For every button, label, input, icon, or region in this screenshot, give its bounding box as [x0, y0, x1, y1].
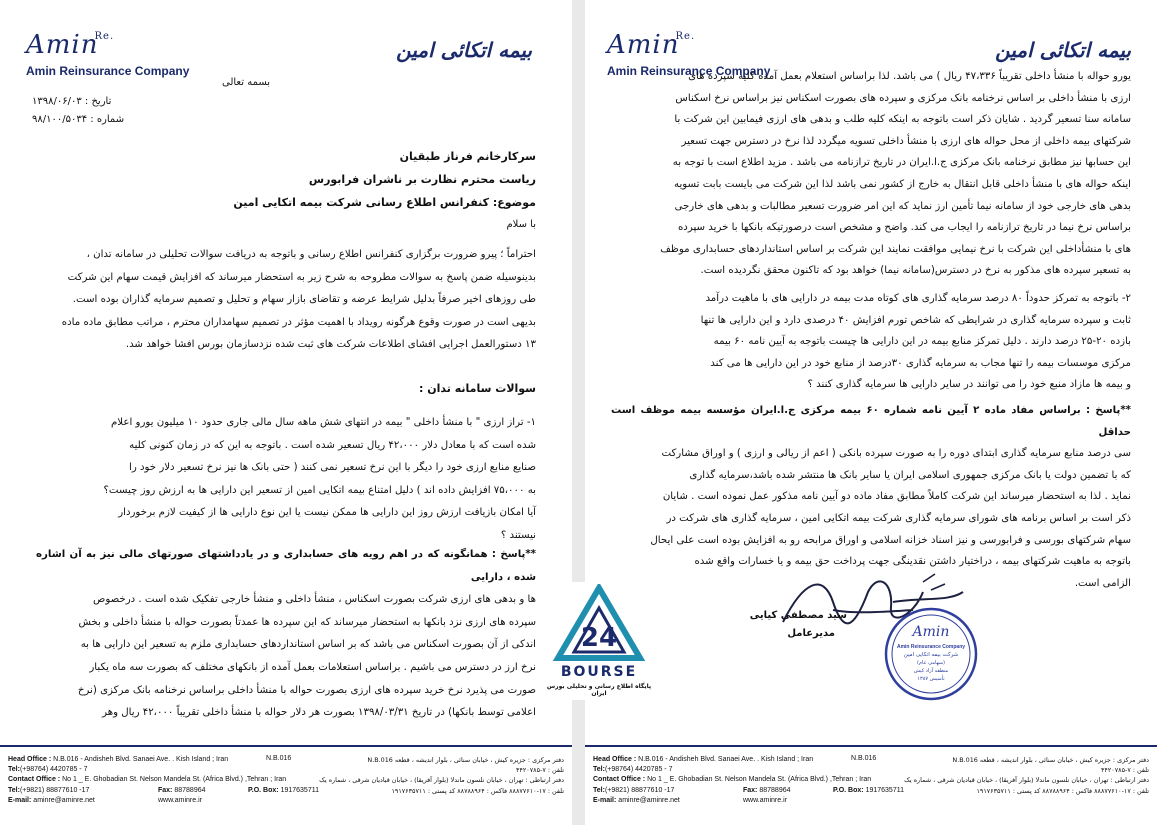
text-line: که با تضمین دولت یا بانک مرکزی جمهوری اسلامی ایران یا سایر بانک ها منتشر شده باشد،سرمایه گذاری	[689, 469, 1131, 481]
stamp-text: تأسیس ۱۳۸۷	[917, 676, 945, 682]
text-line: آیا امکان بازیافت ارزش روز این دارایی ها ممکن نیست یا این نوع دارایی ها از کیفیت لازم برخوردار	[118, 507, 536, 519]
text-line: الزامی است.	[1074, 577, 1131, 589]
text-line: بدهی های خارجی خود از سامانه نیما تأمین ارز نماید که این امر ضرورت تسعیر مطالبات و بدهی های خارجی	[674, 200, 1131, 212]
bismillah-heading: بسمه تعالی	[222, 77, 271, 88]
tel-label: Tel:	[593, 766, 605, 774]
text-line: بدینوسیله ضمن پاسخ به سوالات مطروحه به شرح زیر به استحضار میرساند که افزایش قیمت سهام این شرکت	[67, 271, 536, 283]
letterhead-footer	[0, 745, 572, 825]
stamp-text: (سهامی عام)	[917, 660, 945, 666]
letter-date	[32, 96, 111, 107]
text-line: طی روزهای اخیر صرفاً بدلیل شرایط عرضه و تقاضای بازار سهام و تحلیل و تصمیم سرمایه گذاران بوده است.	[72, 294, 536, 306]
text-line: ارزی با منشأ داخلی بر اساس نرخنامه بانک مرکزی و سپرده های بصورت اسکناس نیز براساس نرخ اسکناس	[675, 92, 1131, 104]
company-name-fa: بیمه اتکائی امین	[396, 38, 532, 62]
company-logo	[26, 30, 118, 60]
letter-page-2	[585, 0, 1157, 825]
text-line: صورت می پذیرد نرخ خرید سپرده های ارزی بصورت حواله با منشأ داخلی براساس نرخنامه بانک مرکزی (نرخ	[77, 684, 536, 696]
pobox-number: 1917635711	[280, 786, 319, 794]
footer-contact-fa	[319, 755, 564, 796]
text-line: ها و بدهی های ارزی شرکت بصورت اسکناس ، منشأ داخلی و منشأ خارجی تفکیک شده است . درخصوص	[93, 594, 536, 606]
text-line: احتراماً ؛ پیرو ضرورت برگزاری کنفرانس اطلاع رسانی و باتوجه به دریافت سوالات تحلیلی در سامانه تدان ،	[86, 249, 536, 260]
footer-code: N.B.016	[266, 755, 292, 762]
text-line: نرخ ارز در دسترس می باشیم . براساس استعلامات بعمل آمده از بانکهای مختلف که بصورت سه ماه یکبار	[89, 661, 536, 673]
head-office-tel: (+98764) 4420785 - 7	[604, 766, 673, 774]
answer-1	[36, 544, 536, 725]
footer-contact-en	[593, 755, 938, 806]
footer-fa-line: دفتر ارتباطی : تهران ، خیابان نلسون ماندلا (بلوار آفریقا) ، خیابان قبادیان شرقی ، شماره یک	[319, 776, 564, 785]
fax-label: Fax:	[158, 786, 173, 794]
company-stamp	[883, 606, 979, 702]
tel-label: Tel:	[8, 786, 20, 794]
website: www.aminre.ir	[158, 796, 202, 804]
answer-1-continuation	[611, 66, 1131, 282]
text-line: به تسعیر سپرده های مذکور به نرخ در دسترس(سامانه نیما) خواهد بود که تاکنون محقق نگردیده است.	[700, 265, 1131, 277]
text-line: **پاسخ : همانگونه که در اهم رویه های حسابداری و در یادداشتهای صورتهای مالی نیز به آن اشاره شده ، دارایی	[36, 549, 536, 583]
text-line: ثابت و سپرده سرمایه گذاری در شرایطی که شاخص تورم افزایش ۴۰ درصدی دارد و این دارایی ها تنها	[700, 314, 1131, 326]
letterhead-footer	[585, 745, 1157, 825]
text-line: شده است که با معادل دلار ۴۲،۰۰۰ ریال تسعیر شده است . باتوجه به این که در زمان کنونی کلیه	[129, 439, 536, 451]
text-line: یورو حواله با منشأ داخلی تقریباً ۴۷،۳۳۶ ریال ) می باشد. لذا براساس استعلام بعمل آمده کلیه سپرده های	[688, 71, 1131, 82]
company-name-en: Amin Reinsurance Company	[607, 64, 771, 78]
head-office-label: Head Office :	[593, 756, 637, 763]
stamp-logo: Amin	[912, 624, 950, 640]
date-label: تاریخ :	[84, 96, 112, 107]
logo-wordmark: Amin	[26, 30, 99, 60]
footer-fa-line: تلفن : ۱۷-۸۸۸۷۷۶۱۰ فاکس : ۸۸۷۸۸۹۶۴ کد پستی : ۱۹۱۷۶۳۵۷۱۱	[391, 786, 564, 795]
bourse-wordmark: BOURSE	[560, 664, 638, 680]
logo-wordmark: Amin	[607, 30, 680, 60]
footer-fa-line: دفتر مرکزی : جزیره کیش ، خیابان سنائی ، بلوار اندیشه ، قطعه N.B.016	[367, 756, 564, 764]
date-value: ۱۳۹۸/۰۶/۰۳	[32, 96, 82, 107]
email-label: E-mail:	[593, 796, 617, 804]
question-1	[36, 412, 536, 548]
section-heading: سوالات سامانه تدان :	[419, 382, 536, 395]
letter-page-1	[0, 0, 572, 825]
website: www.aminre.ir	[743, 796, 787, 804]
text-line: **پاسخ : براساس مفاد ماده ۲ آیین نامه شماره ۶۰ بیمه مرکزی ج.ا.ایران مؤسسه بیمه موظف است حداقل	[611, 405, 1131, 438]
footer-fa-line: تلفن : ۱۷-۸۸۸۷۷۶۱۰ فاکس : ۸۸۷۸۸۹۶۴ کد پستی : ۱۹۱۷۶۳۵۷۱۱	[976, 786, 1149, 795]
bourse24-watermark	[544, 582, 654, 700]
greeting: با سلام	[506, 219, 536, 230]
text-line: سامانه سنا تسعیر گردید . شایان ذکر است باتوجه به اینکه کلیه طلب و بدهی های ارزی فیمابین این شرکت با	[674, 114, 1131, 126]
footer-fa-line: تلفن : ۷-۴۴۲۰۷۸۵	[516, 766, 564, 775]
tel-label: Tel:	[593, 786, 605, 794]
contact-office-address: No 1 _ E. Ghobadian St. Nelson Mandela St. (Africa Blvd.) ,Tehran ; Iran	[647, 776, 872, 784]
letter-subject: موضوع: کنفرانس اطلاع رسانی شرکت بیمه اتکایی امین	[233, 196, 536, 209]
footer-contact-fa	[904, 755, 1149, 796]
text-line: ۱۳ دستورالعمل اجرایی افشای اطلاعات شرکت های ثبت شده نزدسازمان بورس افشا خواهد شد.	[125, 339, 536, 351]
text-line: مرکزی موسسات بیمه را تنها مجاب به سرمایه گذاری ۳۰درصد از منابع خود در این دارایی ها می کند	[710, 357, 1131, 369]
stamp-text: Amin Reinsurance Company	[896, 644, 966, 650]
text-line: سهام شرکتهای بورسی و فرابورسی و نیز اسناد خزانه اسلامی و اوراق مرابحه رو به افزایش بوده است علی ایحال	[650, 534, 1131, 546]
text-line: ۱- تراز ارزی " با منشأ داخلی " بیمه در انتهای شش ماهه سال مالی جاری حدود ۱۰ میلیون یورو اعلام	[111, 417, 536, 428]
addressee-name: سرکارخانم فرناز طبقیان	[399, 150, 536, 163]
text-line: اینکه حواله های با منشأ داخلی قابل انتقال به خارج از کشور نمی باشد لذا این شرکت می بایست بابت تسویه	[673, 178, 1131, 190]
company-name-fa: بیمه اتکائی امین	[995, 38, 1131, 62]
pobox-number: 1917635711	[865, 786, 904, 794]
contact-office-tel: (+9821) 88877610 -17	[19, 786, 90, 794]
footer-fa-line: دفتر ارتباطی : تهران ، خیابان نلسون ماندلا (بلوار آفریقا) ، خیابان قبادیان شرقی ، شماره یک	[904, 776, 1149, 785]
footer-contact-en	[8, 755, 353, 806]
text-line: و بیمه ها مازاد منبع خود را می توانند در سایر دارایی ها سرمایه گذاری کنند ؟	[807, 379, 1131, 391]
email-address: aminre@aminre.net	[618, 796, 680, 804]
signer-title: مدیرعامل	[787, 628, 835, 639]
head-office-tel: (+98764) 4420785 - 7	[19, 766, 88, 774]
signer-name: سید مصطفی کیایی	[749, 610, 847, 621]
bourse-tagline: پایگاه اطلاع رسانی و تحلیلی بورس ایران	[546, 683, 652, 697]
logo-re-mark: Re.	[675, 31, 696, 42]
company-name-en: Amin Reinsurance Company	[26, 64, 190, 78]
text-line: اندکی از آن بصورت اسکناس می باشد که بر اساس استانداردهای حسابداری ملزم به تسعیر این دارایی ها به	[80, 639, 536, 651]
text-line: بدیهی است در صورت وقوع هرگونه رویداد با اهمیت مؤثر در تصمیم سهامداران محترم ، مراتب مطابق ماده ماده	[61, 316, 536, 328]
fax-label: Fax:	[743, 786, 758, 794]
footer-fa-line: تلفن : ۷-۴۴۲۰۷۸۵	[1101, 766, 1149, 775]
text-line: اعلامی توسط بانکها) در تاریخ ۱۳۹۸/۰۳/۳۱ بصورت هر دلار حواله با منشأ داخلی تقریباً ۴۲،۰۰۰ ریال وهر	[102, 707, 536, 719]
bourse24-logo-icon	[544, 584, 654, 664]
text-line: صنایع منابع ارزی خود را دیگر با این نرخ تسعیر نمی کنند ( حتی بانک ها نیز نرخ تسعیر دلار خود را	[129, 462, 536, 474]
text-line: سپرده های ارزی نزد بانکها به استحضار میرساند که این سپرده ها عمدتاً بصورت حواله با منشأ داخلی و بخش	[78, 616, 536, 628]
text-line: باتوجه به ماهیت شرکتهای بیمه ، دراختیار داشتن نقدینگی جهت پرداخت حق بیمه و یا خسارات واقع شده	[694, 556, 1131, 568]
number-value: ۹۸/۱۰۰/۵۰۳۴	[32, 114, 88, 125]
text-line: های با منشأداخلی این شرکت با نرخ نیمایی موافقت نمایند این شرکت بر اساس استانداردهای حسابداری موظف	[660, 243, 1131, 255]
stamp-text: منطقه آزاد کیش	[913, 668, 949, 674]
head-office-address: N.B.016 - Andisheh Blvd. Sanaei Ave. . Kish Island ; Iran	[53, 756, 229, 763]
text-line: شرکتهای بیمه داخلی از محل حواله های ارزی با منشأ داخلی تسویه میگردد لذا نرخ در دسترس جهت تسعیر	[681, 135, 1131, 147]
text-line: ۲- باتوجه به تمرکز حدوداً ۸۰ درصد سرمایه گذاری های کوتاه مدت بیمه در دارایی های با ماهیت درآمد	[705, 293, 1131, 304]
text-line: این حسابها نیز مطابق نرخنامه بانک مرکزی ج.ا.ایران در تاریخ ترازنامه می باشد . مزید اطلاع است با توجه به	[672, 157, 1131, 169]
question-2	[611, 288, 1131, 396]
head-office-address: N.B.016 - Andisheh Blvd. Sanaei Ave. . Kish Island ; Iran	[638, 756, 814, 763]
contact-office-label: Contact Office :	[593, 776, 646, 784]
text-line: براساس نرخ نیما در تاریخ ترازنامه را ایجاب می کند. واضح و مشخص است درصورتیکه بانکها با خرید سپرده	[677, 222, 1131, 234]
bourse24-numeral: 24	[580, 623, 618, 653]
text-line: به ۷۵،۰۰۰ افزایش داده اند ) دلیل امتناع بیمه اتکایی امین از تسعیر این دارایی ها به ارزش روز چیست؟	[103, 484, 536, 496]
head-office-label: Head Office :	[8, 756, 52, 763]
stamp-text: شرکت بیمه اتکایی امین	[903, 652, 959, 658]
addressee-title: ریاست محترم نظارت بر ناشران فرابورس	[308, 173, 536, 186]
tel-label: Tel:	[8, 766, 20, 774]
text-line: نماید . لذا به استحضار میرساند این شرکت کاملاً مطابق مفاد ماده دو آیین نامه مذکور عمل نموده است . شایان	[662, 491, 1131, 503]
contact-office-tel: (+9821) 88877610 -17	[604, 786, 675, 794]
text-line: نیستند ؟	[500, 529, 536, 541]
text-line: سی درصد منابع سرمایه گذاری ابتدای دوره را به صورت سپرده بانکی ( اعم از ریالی و ارزی ) و اوراق مشارکت	[661, 448, 1131, 460]
text-line: ذکر است بر اساس برنامه های شورای سرمایه گذاری شرکت بیمه اتکایی امین ، سرمایه گذاری های شرکت در	[666, 512, 1131, 524]
logo-re-mark: Re.	[94, 31, 115, 42]
intro-paragraph	[36, 244, 536, 357]
pobox-label: P.O. Box:	[248, 786, 279, 794]
contact-office-address: No 1 _ E. Ghobadian St. Nelson Mandela St. (Africa Blvd.) ,Tehran ; Iran	[62, 776, 287, 784]
fax-number: 88788964	[174, 786, 206, 794]
company-logo	[607, 30, 699, 60]
pobox-label: P.O. Box:	[833, 786, 864, 794]
text-line: بازده ۲۰-۲۵ درصد دارند . دلیل تمرکز منابع بیمه در این دارایی ها چیست باتوجه به آیین نامه ۶۰ بیمه	[713, 336, 1131, 348]
letter-number	[32, 114, 124, 125]
contact-office-label: Contact Office :	[8, 776, 61, 784]
number-label: شماره :	[90, 114, 125, 125]
fax-number: 88788964	[759, 786, 791, 794]
footer-code: N.B.016	[851, 755, 877, 762]
footer-fa-line: دفتر مرکزی : جزیره کیش ، خیابان سنائی ، بلوار اندیشه ، قطعه N.B.016	[952, 756, 1149, 764]
email-label: E-mail:	[8, 796, 32, 804]
email-address: aminre@aminre.net	[33, 796, 95, 804]
